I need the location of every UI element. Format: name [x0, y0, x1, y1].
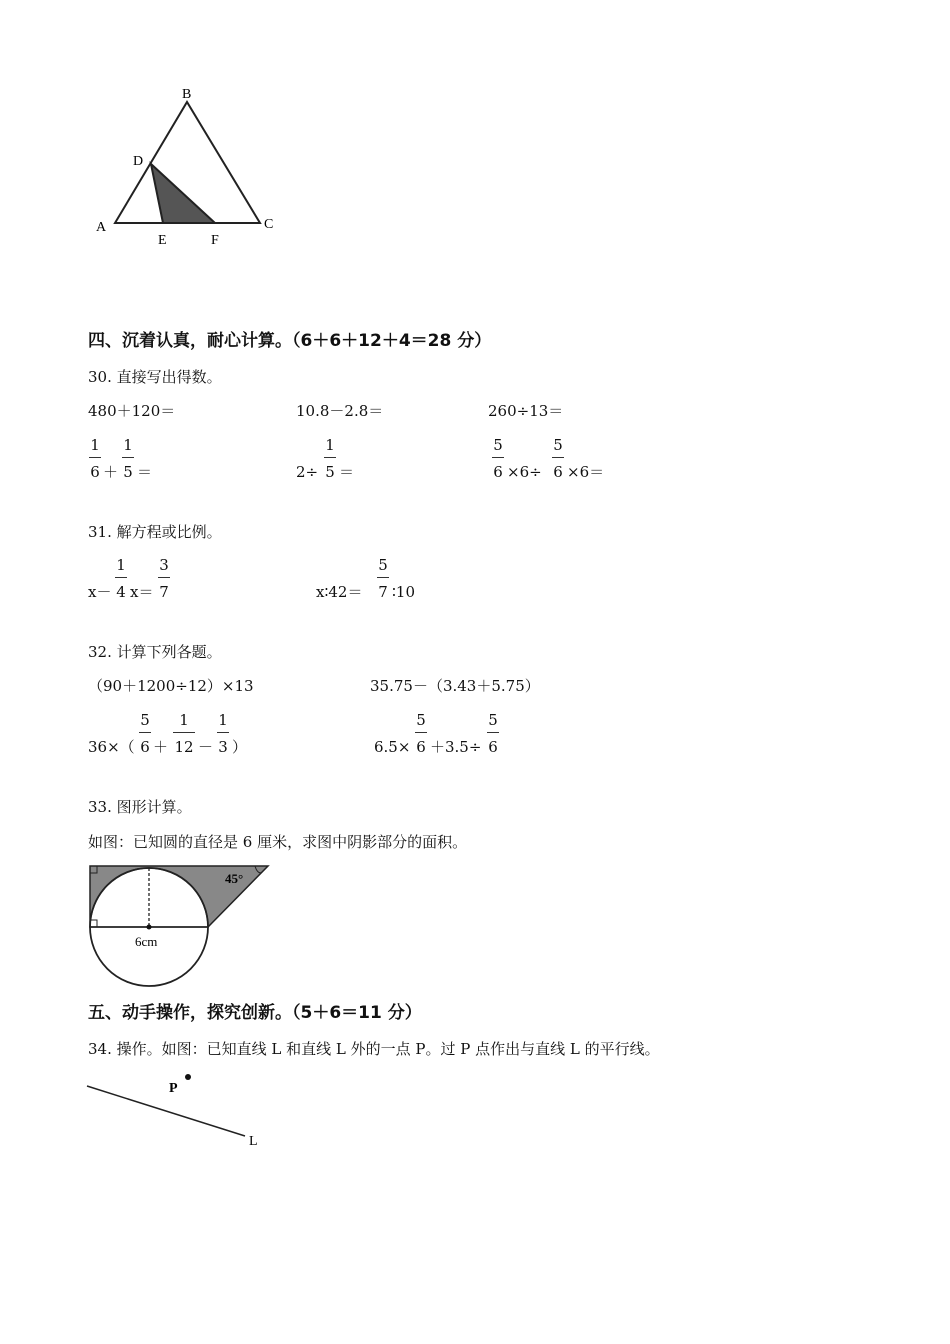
fraction-numerator: 3 — [159, 556, 169, 574]
label-e: E — [158, 233, 167, 248]
fraction-denominator: 6 — [416, 738, 426, 756]
fraction-denominator: 3 — [218, 738, 228, 756]
fraction-numerator: 5 — [140, 711, 150, 729]
line-point-figure — [85, 1066, 275, 1152]
section-5-title: 五、动手操作，探究创新。（5＋6＝11 分） — [88, 1003, 422, 1023]
fraction-denominator: 4 — [116, 583, 126, 601]
q31-title: 31. 解方程或比例。 — [88, 523, 222, 541]
fraction-numerator: 5 — [553, 436, 563, 454]
q30-item-3: 260÷13＝ — [488, 402, 564, 420]
expression-suffix: ×6＝ — [567, 463, 605, 481]
fraction-bar — [217, 732, 229, 733]
fraction-numerator: 1 — [179, 711, 189, 729]
equals-sign: ＝ — [339, 463, 355, 481]
expression-middle: ×6÷ — [507, 463, 542, 481]
line-l-label: L — [249, 1134, 258, 1149]
fraction-denominator: 5 — [123, 463, 133, 481]
label-c: C — [264, 217, 274, 232]
line-l — [87, 1086, 245, 1136]
q33-title: 33. 图形计算。 — [88, 798, 192, 816]
expression-suffix: ∶10 — [392, 583, 415, 601]
fraction-bar — [115, 577, 127, 578]
expression-prefix: 6.5× — [374, 738, 411, 756]
fraction-bar — [377, 577, 389, 578]
fraction-bar — [139, 732, 151, 733]
expression-middle: x＝ — [130, 583, 154, 601]
fraction-bar — [173, 732, 195, 733]
operator: － — [198, 738, 214, 756]
fraction-denominator: 6 — [90, 463, 100, 481]
angle-label: 45° — [225, 871, 244, 886]
fraction-denominator: 6 — [140, 738, 150, 756]
fraction-numerator: 5 — [378, 556, 388, 574]
fraction-numerator: 1 — [90, 436, 100, 454]
fraction-bar — [552, 457, 564, 458]
label-d: D — [133, 154, 144, 169]
fraction-denominator: 6 — [553, 463, 563, 481]
fraction-bar — [487, 732, 499, 733]
fraction-bar — [324, 457, 336, 458]
fraction-numerator: 5 — [493, 436, 503, 454]
triangle-figure — [90, 80, 290, 250]
expression-middle: ＋3.5÷ — [430, 738, 482, 756]
expression-suffix: ） — [232, 738, 248, 756]
shaded-triangle-def — [151, 164, 215, 223]
point-p-label: P — [169, 1081, 178, 1096]
label-b: B — [182, 87, 192, 102]
fraction-denominator: 7 — [378, 583, 388, 601]
expression-prefix: x∶42＝ — [316, 583, 363, 601]
operator: ＋ — [103, 463, 119, 481]
q34-title: 34. 操作。如图：已知直线 L 和直线 L 外的一点 P。过 P 点作出与直线 L 的平行线。 — [88, 1040, 660, 1058]
expression-prefix: 2÷ — [296, 463, 319, 481]
fraction-numerator: 1 — [116, 556, 126, 574]
diameter-label: 6cm — [135, 934, 158, 949]
q33-description: 如图：已知圆的直径是 6 厘米，求图中阴影部分的面积。 — [88, 833, 468, 851]
q30-title: 30. 直接写出得数。 — [88, 368, 222, 386]
center-dot — [147, 925, 152, 930]
point-p — [185, 1074, 191, 1080]
expression-prefix: 36×（ — [88, 738, 135, 756]
fraction-denominator: 6 — [488, 738, 498, 756]
fraction-numerator: 5 — [416, 711, 426, 729]
fraction-numerator: 1 — [325, 436, 335, 454]
fraction-denominator: 7 — [159, 583, 169, 601]
fraction-bar — [122, 457, 134, 458]
operator: ＋ — [153, 738, 169, 756]
section-4-title: 四、沉着认真，耐心计算。（6＋6＋12＋4＝28 分） — [88, 331, 492, 351]
circle-figure — [85, 862, 275, 992]
q32-item-1: （90＋1200÷12）×13 — [88, 677, 254, 695]
fraction-denominator: 5 — [325, 463, 335, 481]
fraction-denominator: 12 — [174, 738, 194, 756]
label-a: A — [96, 220, 107, 235]
fraction-denominator: 6 — [493, 463, 503, 481]
q30-item-1: 480＋120＝ — [88, 402, 176, 420]
fraction-bar — [415, 732, 427, 733]
equals-sign: ＝ — [137, 463, 153, 481]
fraction-numerator: 1 — [123, 436, 133, 454]
fraction-bar — [492, 457, 504, 458]
fraction-bar — [158, 577, 170, 578]
q32-item-2: 35.75－（3.43＋5.75） — [370, 677, 540, 695]
expression-prefix: x－ — [88, 583, 112, 601]
fraction-numerator: 5 — [488, 711, 498, 729]
fraction-numerator: 1 — [218, 711, 228, 729]
q32-title: 32. 计算下列各题。 — [88, 643, 222, 661]
label-f: F — [211, 233, 219, 248]
q30-item-2: 10.8－2.8＝ — [296, 402, 384, 420]
fraction-bar — [89, 457, 101, 458]
